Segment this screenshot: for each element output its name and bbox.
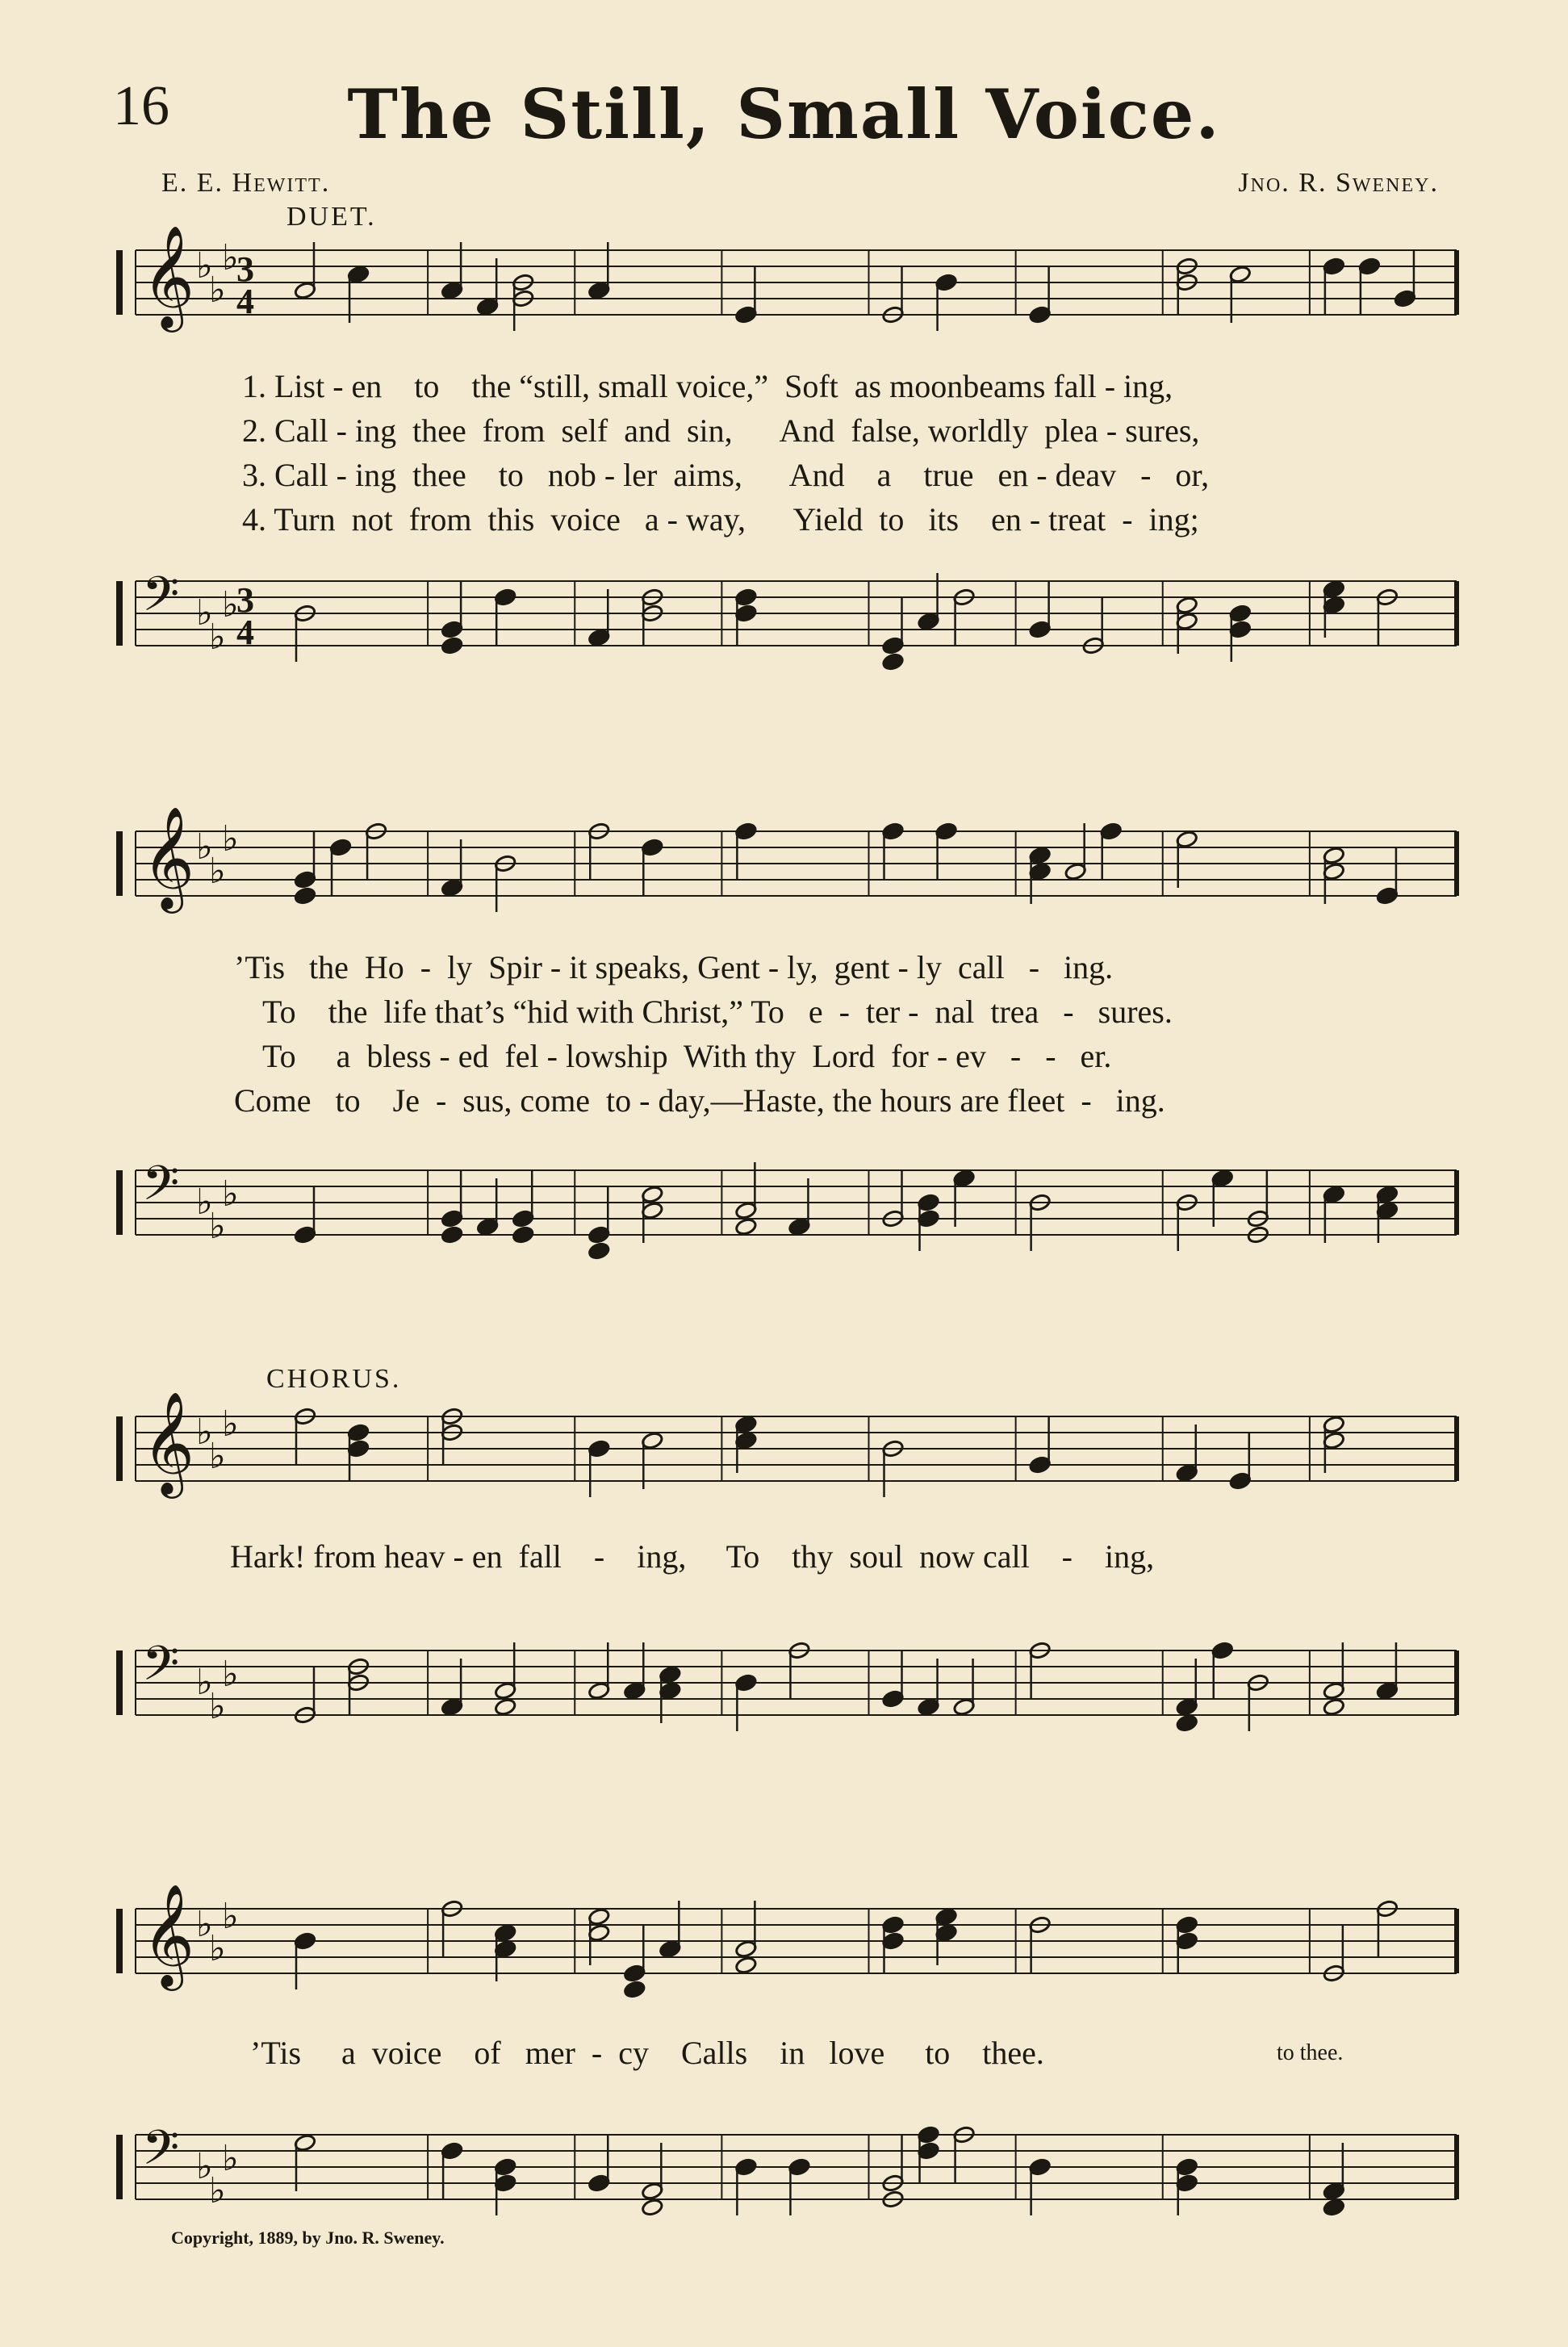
svg-text:4: 4 <box>236 613 254 652</box>
svg-text:♭: ♭ <box>196 1412 213 1453</box>
svg-text:♭: ♭ <box>209 2170 226 2211</box>
svg-text:♭: ♭ <box>209 851 226 892</box>
svg-text:♭: ♭ <box>209 1686 226 1727</box>
svg-text:♭: ♭ <box>222 1654 239 1695</box>
lyricist-credit: E. E. Hewitt. <box>161 168 331 198</box>
copyright-notice: Copyright, 1889, by Jno. R. Sweney. <box>171 2228 445 2248</box>
svg-text:♭: ♭ <box>196 826 213 868</box>
svg-text:♭: ♭ <box>196 2146 213 2187</box>
chorus-label: CHORUS. <box>266 1364 402 1394</box>
system-2-bass-staff <box>0 1154 1568 1259</box>
system-1-bass-staff <box>0 565 1568 670</box>
system-2-treble-staff <box>0 805 1568 920</box>
svg-text:♭: ♭ <box>209 1928 226 1969</box>
svg-text:♭: ♭ <box>209 1206 226 1247</box>
svg-text:♭: ♭ <box>222 1174 239 1215</box>
verse-4-line-a: 4. Turn not from this voice a - way, Yield to its en - treat - ing; <box>242 501 1199 538</box>
svg-text:3: 3 <box>236 580 254 620</box>
svg-text:♭: ♭ <box>222 2138 239 2179</box>
svg-text:♭: ♭ <box>209 1436 226 1477</box>
svg-text:𝄞: 𝄞 <box>142 805 195 909</box>
svg-text:𝄢: 𝄢 <box>142 1155 180 1223</box>
composer-credit: Jno. R. Sweney. <box>1238 168 1439 198</box>
svg-text:3: 3 <box>236 249 254 289</box>
svg-text:♭: ♭ <box>196 1904 213 1945</box>
system-3-treble-staff <box>0 1391 1568 1505</box>
svg-text:♭: ♭ <box>222 818 239 860</box>
svg-text:♭: ♭ <box>222 584 239 625</box>
svg-text:♭: ♭ <box>222 1404 239 1445</box>
verse-2-line-a: 2. Call - ing thee from self and sin, And false, worldly plea - sures, <box>242 412 1200 449</box>
verse-3-line-a: 3. Call - ing thee to nob - ler aims, And a true en - deav - or, <box>242 457 1210 493</box>
svg-text:♭: ♭ <box>222 237 239 278</box>
verse-1-line-a: 1. List - en to the “still, small voice,” Soft as moonbeams fall - ing, <box>242 368 1173 404</box>
svg-text:𝄢: 𝄢 <box>142 566 180 634</box>
svg-text:𝄞: 𝄞 <box>142 1391 195 1494</box>
system-4-treble-staff <box>0 1883 1568 1998</box>
svg-text:♭: ♭ <box>209 270 226 311</box>
chorus-lyric-2: ’Tis a voice of mer - cy Calls in love to thee. <box>250 2035 1044 2071</box>
verse-3-line-b: To a bless - ed fel - lowship With thy Lord for - ev - - er. <box>262 1038 1112 1074</box>
svg-text:𝄞: 𝄞 <box>142 224 195 328</box>
svg-text:𝄢: 𝄢 <box>142 2119 180 2187</box>
svg-text:♭: ♭ <box>209 617 226 658</box>
verse-4-line-b: Come to Je - sus, come to - day,—Haste, the hours are fleet - ing. <box>234 1082 1165 1119</box>
svg-text:♭: ♭ <box>196 1662 213 1703</box>
chorus-lyric-1: Hark! from heav - en fall - ing, To thy soul now call - ing, <box>230 1538 1155 1575</box>
chorus-lyric-2-tail: to thee. <box>1277 2040 1344 2065</box>
system-4-bass-staff <box>0 2119 1568 2224</box>
page-number: 16 <box>113 75 169 137</box>
svg-text:♭: ♭ <box>222 1896 239 1937</box>
svg-text:♭: ♭ <box>196 592 213 634</box>
verse-2-line-b: To the life that’s “hid with Christ,” To e - ter - nal trea - sures. <box>262 994 1173 1030</box>
svg-text:♭: ♭ <box>196 245 213 287</box>
svg-text:𝄞: 𝄞 <box>142 1883 195 1986</box>
hymn-title: The Still, Small Voice. <box>347 74 1221 154</box>
svg-text:𝄢: 𝄢 <box>142 1635 180 1703</box>
svg-text:♭: ♭ <box>196 1182 213 1223</box>
system-1-treble-staff <box>0 224 1568 339</box>
svg-text:4: 4 <box>236 282 254 321</box>
duet-label: DUET. <box>286 202 377 232</box>
system-3-bass-staff <box>0 1634 1568 1739</box>
verse-1-line-b: ’Tis the Ho - ly Spir - it speaks, Gent - ly, gent - ly call - ing. <box>234 949 1114 985</box>
